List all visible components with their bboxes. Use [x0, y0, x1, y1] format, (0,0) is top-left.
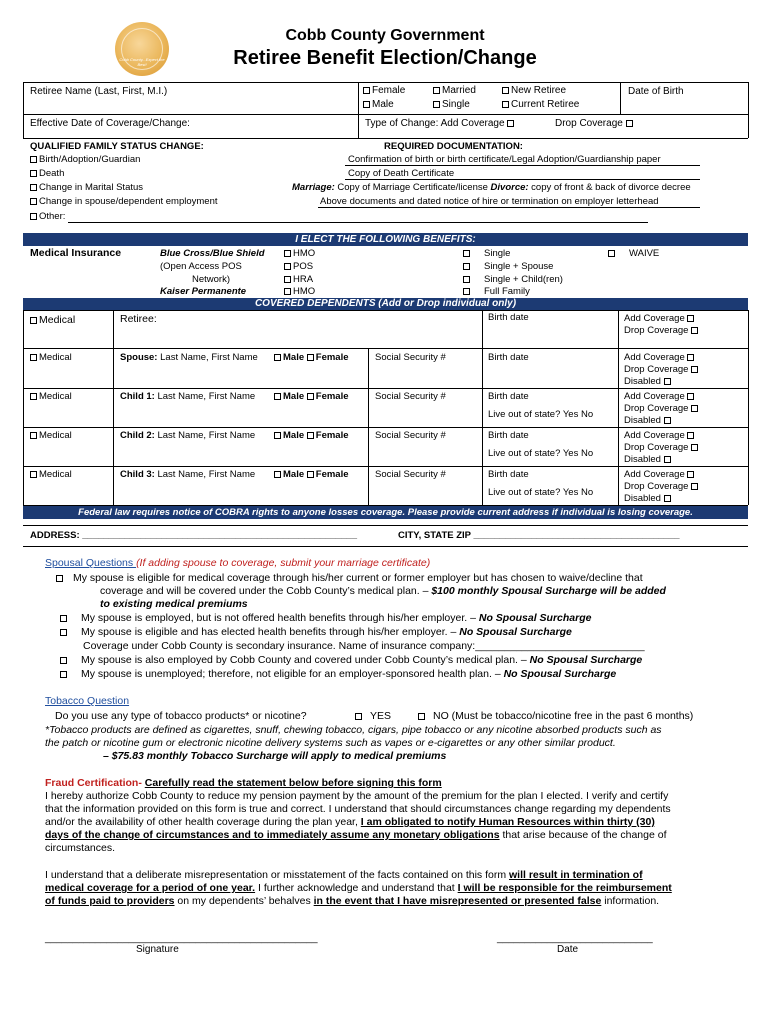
child3-ssn: Social Security # — [375, 469, 446, 480]
child1-gender[interactable]: Male Female — [274, 391, 349, 402]
kaiser-label: Kaiser Permanente — [160, 286, 247, 297]
spousal-q3-cont[interactable]: Coverage under Cobb County is secondary insurance. Name of insurance company:_____________________________ — [83, 640, 645, 652]
fraud-p2-l2: medical coverage for a period of one year. I further acknowledge and understand that I will be responsible for the reimbursement — [45, 882, 672, 894]
child2-live-out[interactable]: Live out of state? Yes No — [488, 448, 594, 459]
required-doc-heading: REQUIRED DOCUMENTATION: — [384, 141, 523, 152]
spousal-q5[interactable]: My spouse is unemployed; therefore, not eligible for an employer-sponsored health plan. – No Spousal Surcharge — [60, 668, 616, 680]
page-title: Retiree Benefit Election/Change — [233, 47, 537, 69]
child1-name-label: Child 1: Last Name, First Name — [120, 391, 256, 402]
status-married[interactable]: Married — [433, 85, 476, 96]
qualified-heading: QUALIFIED FAMILY STATUS CHANGE: — [30, 141, 204, 152]
fraud-heading: Fraud Certification- Carefully read the statement below before signing this form — [45, 777, 442, 789]
child2-gender[interactable]: Male Female — [274, 430, 349, 441]
open-access-label: (Open Access POS — [160, 261, 242, 272]
spouse-gender[interactable]: Male Female — [274, 352, 349, 363]
child1-birth-date: Birth date — [488, 391, 529, 402]
child3-add-coverage[interactable]: Add Coverage — [624, 469, 696, 480]
bcbs-label: Blue Cross/Blue Shield — [160, 248, 265, 259]
plan-pos[interactable]: POS — [284, 261, 313, 272]
type-of-change[interactable]: Type of Change: Add Coverage — [365, 118, 516, 129]
tobacco-note-1: *Tobacco products are defined as cigarettes, snuff, chewing tobacco, cigars, pipe tobacco or any nicotine absorbed products such as — [45, 724, 662, 736]
waive-checkbox[interactable]: WAIVE — [608, 248, 659, 259]
tobacco-note-2: the patch or nicotine gum or electronic nicotine delivery systems such as vapes or e-cigarettes or any other similar product. — [45, 737, 616, 749]
child1-drop-coverage[interactable]: Drop Coverage — [624, 403, 700, 414]
event-other[interactable]: Other: — [30, 211, 65, 222]
tobacco-no[interactable]: NO (Must be tobacco/nicotine free in the past 6 months) — [418, 710, 693, 722]
spousal-q1-cont2: to existing medical premiums — [100, 598, 248, 610]
spouse-drop-coverage[interactable]: Drop Coverage — [624, 364, 700, 375]
fraud-p1-l1: I hereby authorize Cobb County to reduce my pension payment by the amount of the premium for the plan I elected. I verify and certify — [45, 790, 669, 802]
signature-label: Signature — [136, 944, 179, 955]
retiree-label: Retiree: — [120, 313, 157, 325]
tier-single[interactable]: Single — [463, 248, 510, 259]
spousal-q1-cont: coverage and will be covered under the Cobb County’s medical plan. – $100 monthly Spousal Surcharge will be added — [100, 585, 666, 597]
spouse-disabled[interactable]: Disabled — [624, 376, 673, 387]
fraud-p1-l4: days of the change of circumstances and to immediately assume any monetary obligations that arise because of the change of — [45, 829, 667, 841]
retiree-name-label: Retiree Name (Last, First, M.I.) — [30, 86, 168, 97]
tobacco-heading: Tobacco Question — [45, 695, 130, 707]
date-line[interactable]: ____________________________ — [497, 933, 653, 944]
fraud-p1-l2: that the information provided on this form is true and correct. I understand that should circumstances change regarding my dependents — [45, 803, 671, 815]
gender-male[interactable]: Male — [363, 99, 394, 110]
doc-death: Copy of Death Certificate — [348, 168, 455, 179]
spouse-name-label: Spouse: Last Name, First Name — [120, 352, 258, 363]
spouse-medical-checkbox[interactable]: Medical — [30, 352, 72, 363]
event-marital[interactable]: Change in Marital Status — [30, 182, 143, 193]
dob-label: Date of Birth — [628, 86, 684, 97]
child2-drop-coverage[interactable]: Drop Coverage — [624, 442, 700, 453]
child3-disabled[interactable]: Disabled — [624, 493, 673, 504]
plan-hmo[interactable]: HMO — [284, 248, 315, 259]
tobacco-surcharge: – $75.83 monthly Tobacco Surcharge will apply to medical premiums — [103, 750, 447, 762]
doc-birth: Confirmation of birth or birth certificate/Legal Adoption/Guardianship paper — [348, 154, 661, 165]
spousal-q4[interactable]: My spouse is also employed by Cobb County and covered under Cobb County’s medical plan. – No Spousal Surcharge — [60, 654, 642, 666]
event-death[interactable]: Death — [30, 168, 64, 179]
gender-female[interactable]: Female — [363, 85, 405, 96]
logo-caption: Cobb County...Expect the Best! — [119, 57, 165, 67]
address-field[interactable]: ADDRESS: ____________________________________________________ — [30, 530, 357, 541]
child3-drop-coverage[interactable]: Drop Coverage — [624, 481, 700, 492]
org-name: Cobb County Government — [285, 27, 485, 44]
spousal-q1[interactable]: My spouse is eligible for medical coverage through his/her current or former employer but has chosen to waive/decline that — [56, 572, 643, 584]
drop-coverage-checkbox[interactable]: Drop Coverage — [555, 118, 635, 129]
current-retiree-checkbox[interactable]: Current Retiree — [502, 99, 579, 110]
child2-add-coverage[interactable]: Add Coverage — [624, 430, 696, 441]
child3-gender[interactable]: Male Female — [274, 469, 349, 480]
fraud-p1-l5: circumstances. — [45, 842, 116, 854]
retiree-drop-coverage[interactable]: Drop Coverage — [624, 325, 700, 336]
child1-disabled[interactable]: Disabled — [624, 415, 673, 426]
child2-birth-date: Birth date — [488, 430, 529, 441]
doc-employment: Above documents and dated notice of hire or termination on employer letterhead — [320, 196, 659, 207]
child2-ssn: Social Security # — [375, 430, 446, 441]
spousal-q2[interactable]: My spouse is employed, but is not offered health benefits through his/her employer. – No Spousal Surcharge — [60, 612, 591, 624]
signature-line[interactable]: _________________________________________________ — [45, 933, 318, 944]
retiree-birth-date: Birth date — [488, 312, 529, 323]
city-state-zip-field[interactable]: CITY, STATE ZIP _______________________________________ — [398, 530, 680, 541]
spouse-birth-date: Birth date — [488, 352, 529, 363]
spouse-ssn: Social Security # — [375, 352, 446, 363]
spouse-add-coverage[interactable]: Add Coverage — [624, 352, 696, 363]
child2-disabled[interactable]: Disabled — [624, 454, 673, 465]
child1-add-coverage[interactable]: Add Coverage — [624, 391, 696, 402]
tier-family[interactable]: Full Family — [463, 286, 530, 297]
cobra-bar: Federal law requires notice of COBRA rights to anyone losses coverage. Please provide current address if individual is losing coverage. — [23, 506, 748, 519]
child3-birth-date: Birth date — [488, 469, 529, 480]
date-label: Date — [557, 944, 579, 955]
network-label: Network) — [192, 274, 231, 285]
child3-live-out[interactable]: Live out of state? Yes No — [488, 487, 594, 498]
child2-name-label: Child 2: Last Name, First Name — [120, 430, 256, 441]
child1-live-out[interactable]: Live out of state? Yes No — [488, 409, 594, 420]
child3-name-label: Child 3: Last Name, First Name — [120, 469, 256, 480]
child1-medical-checkbox[interactable]: Medical — [30, 391, 72, 402]
dependents-bar: COVERED DEPENDENTS (Add or Drop individual only) — [23, 298, 748, 310]
child1-ssn: Social Security # — [375, 391, 446, 402]
fraud-p1-l3: and/or the availability of other health coverage during the plan year, I am obligated to notify Human Resources within thirty (30) — [45, 816, 655, 828]
medical-insurance-label: Medical Insurance — [30, 247, 122, 259]
fraud-p2-l1: I understand that a deliberate misrepresentation or misstatement of the facts contained on this form will result in termination of — [45, 869, 643, 881]
retiree-medical-checkbox[interactable]: Medical — [30, 314, 75, 326]
event-birth[interactable]: Birth/Adoption/Guardian — [30, 154, 140, 165]
effective-date-label: Effective Date of Coverage/Change: — [30, 118, 190, 129]
tobacco-yes[interactable]: YES — [355, 710, 391, 722]
retiree-add-coverage[interactable]: Add Coverage — [624, 313, 696, 324]
spousal-heading: Spousal Questions (If adding spouse to coverage, submit your marriage certificate) — [45, 557, 431, 569]
plan-hra[interactable]: HRA — [284, 274, 313, 285]
child3-medical-checkbox[interactable]: Medical — [30, 469, 72, 480]
plan-kaiser-hmo[interactable]: HMO — [284, 286, 315, 297]
tobacco-question: Do you use any type of tobacco products* or nicotine? — [55, 710, 307, 722]
status-single[interactable]: Single — [433, 99, 470, 110]
doc-marriage: Marriage: Copy of Marriage Certificate/license Divorce: copy of front & back of divorce decree — [292, 182, 691, 193]
new-retiree-checkbox[interactable]: New Retiree — [502, 85, 566, 96]
event-employment[interactable]: Change in spouse/dependent employment — [30, 196, 218, 207]
tier-spouse[interactable]: Single + Spouse — [463, 261, 553, 272]
child2-medical-checkbox[interactable]: Medical — [30, 430, 72, 441]
tier-children[interactable]: Single + Child(ren) — [463, 274, 563, 285]
fraud-p2-l3: of funds paid to providers on my dependents’ behalves in the event that I have misrepresented or presented false information. — [45, 895, 660, 907]
spousal-q3[interactable]: My spouse is eligible and has elected health benefits through his/her employer. – No Spousal Surcharge — [60, 626, 572, 638]
benefits-bar: I ELECT THE FOLLOWING BENEFITS: — [23, 233, 748, 246]
